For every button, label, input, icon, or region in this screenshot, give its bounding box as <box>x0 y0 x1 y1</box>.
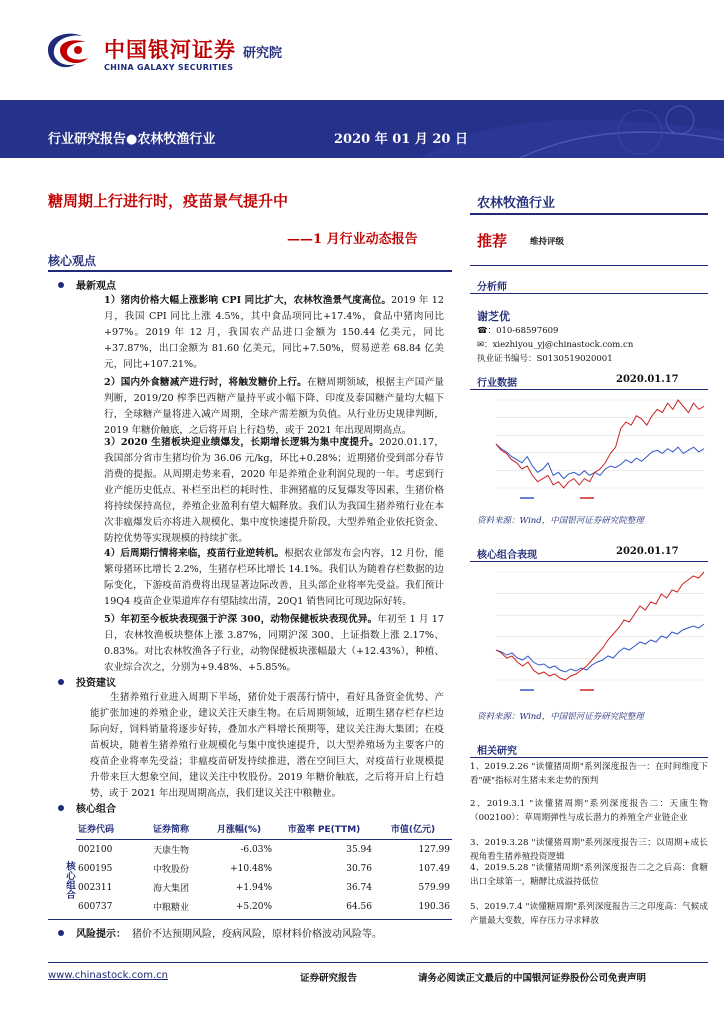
core-view-heading: 核心观点 <box>48 254 97 268</box>
core-perf-date: 2020.01.17 <box>616 546 679 557</box>
report-date: 2020 年 01 月 20 日 <box>334 132 468 147</box>
point-5-title: 5）年初至今板块表现强于沪深 300，动物保健板块表现优异。 <box>104 614 378 625</box>
cell-name: 中粮糖业 <box>152 903 189 913</box>
cell-cap: 579.99 <box>418 882 450 893</box>
point-4 <box>104 546 444 610</box>
cell-name: 海大集团 <box>152 884 189 894</box>
industry-data-date: 2020.01.17 <box>616 374 679 385</box>
related-item[interactable]: 5、2019.7.4 "读懂糖周期"系列深度报告三之印度高：气候成产量最大变数，库存压力寻求释放 <box>470 902 708 926</box>
table-row <box>76 859 452 878</box>
cell-code: 600737 <box>78 901 113 912</box>
cell-pe: 36.74 <box>346 882 372 893</box>
related-item[interactable]: 3、2019.3.28 "读懂猪周期"系列深度报告三：以周期+成长视角看生猪养殖投资逻辑 <box>470 838 708 862</box>
bullet-dot-icon <box>58 679 64 685</box>
side-rule <box>470 293 708 294</box>
col-pe: 市盈率 PE(TTM) <box>274 818 374 840</box>
footer-disclaimer: 请务必阅读正文最后的中国银河证券股份公司免责声明 <box>418 973 647 984</box>
analyst-name: 谢芝优 <box>477 310 510 323</box>
point-3 <box>104 435 444 547</box>
table-row <box>76 878 452 897</box>
cell-change: +10.48% <box>230 863 272 874</box>
brand-name-cn: 中国银河证券 <box>104 38 236 62</box>
chart-series-line-0 <box>496 444 704 479</box>
footer-url-link[interactable]: www.chinastock.com.cn <box>48 970 168 981</box>
cell-code: 600195 <box>78 863 113 874</box>
point-3-body: 2020.01.17，我国部分省市生猪均价为 36.06 元/kg，环比+0.28%；近期猪价受到部分春节消费的提振。从周期走势来看，2020 年是养殖企业利润兑现的一年。考虑到行业产能历史低点、补栏至出栏的耗时性、非洲猪瘟的反复爆发等因素，生猪价格将持续保持高位，养殖企业盈利有望大幅释放。我们认为我国生猪养殖行业在本次非瘟爆发后亦将进入规模化、集中度快速提升阶段，大型养殖企业依托资金、防控优势等实现规模的持续扩张。 <box>104 437 444 544</box>
analyst-license: 执业证书编号：S0130519020001 <box>477 354 613 364</box>
brand-department: 研究院 <box>243 46 283 61</box>
cell-change: -6.03% <box>240 844 272 855</box>
industry-data-heading: 行业数据 <box>477 378 517 389</box>
point-2-body: 在糖周期领域，根据主产国产量判断，2019/20 榨季巴西糖产量持平或小幅下降、印度及泰国糖产量均大幅下行，全球糖产量将进入减产周期，全球产需差额为负值。从行业历史规律判断，2019 年糖价触底，之后将开启上行趋势，或于 2021 年出现周期高点。 <box>104 377 444 436</box>
table-bottom-rule <box>48 919 452 920</box>
col-market-cap: 市值(亿元) <box>374 818 452 840</box>
risk-body: 猪价不达预期风险，疫病风险，原材料价格波动风险等。 <box>132 929 382 940</box>
side-rule <box>470 757 708 758</box>
cell-cap: 190.36 <box>418 901 450 912</box>
bullet-core-portfolio <box>58 800 116 815</box>
point-4-title: 4）后周期行情将来临，疫苗行业逆转机。 <box>104 548 285 559</box>
cell-change: +5.20% <box>235 901 272 912</box>
rating: 推荐 <box>477 232 508 250</box>
chart-series-line-0 <box>496 624 704 672</box>
report-subtitle: ——1 月行业动态报告 <box>287 232 418 247</box>
col-code: 证券代码 <box>76 818 138 840</box>
analyst-email[interactable]: ✉：xiezhiyou_yj@chinastock.com.cn <box>477 340 634 350</box>
cell-name: 天康生物 <box>152 846 189 856</box>
rating-note: 维持评级 <box>530 237 565 247</box>
point-2-title: 2）国内外食糖减产进行时，将触发糖价上行。 <box>104 377 307 388</box>
point-5-body: 年初至 1 月 17 日，农林牧渔板块整体上涨 3.87%，同期沪深 300、上证指数上涨 2.17%、0.83%。对比农林牧渔各子行业，动物保健板块涨幅最大（+12.43%），种植、农业综合次之，分别为+9.48%、+5.85%。 <box>104 614 444 673</box>
footer-doc-type: 证券研究报告 <box>300 973 358 984</box>
cell-pe: 30.76 <box>346 863 372 874</box>
cell-cap: 107.49 <box>418 863 450 874</box>
industry-data-source: 资料来源：Wind，中国银河证券研究院整理 <box>477 516 644 526</box>
analyst-heading: 分析师 <box>477 282 507 293</box>
point-2 <box>104 375 444 439</box>
point-1-title: 1）猪肉价格大幅上涨影响 CPI 同比扩大，农林牧渔景气度高位。 <box>104 295 392 306</box>
point-1 <box>104 293 444 373</box>
cell-code: 002100 <box>78 844 113 855</box>
table-row <box>76 897 452 916</box>
point-3-title: 3）2020 生猪板块迎业绩爆发，长期增长逻辑为集中度提升。 <box>104 437 380 448</box>
table-header-row <box>76 818 452 840</box>
cell-pe: 64.56 <box>346 901 372 912</box>
footer-rule <box>48 962 708 963</box>
core-perf-source: 资料来源：Wind，中国银河证券研究院整理 <box>477 712 644 722</box>
cell-name: 中牧股份 <box>152 865 189 875</box>
table-side-label: 核心组合 <box>64 861 75 899</box>
industry-data-chart <box>490 394 708 504</box>
related-item[interactable]: 1、2019.2.26 "读懂猪周期"系列深度报告一：在时间维度下看"硬"指标对生猪未来走势的预判 <box>470 762 708 786</box>
col-name: 证券简称 <box>138 818 204 840</box>
side-rule <box>470 389 708 390</box>
point-5 <box>104 612 444 676</box>
report-title: 糖周期上行进行时，疫苗景气提升中 <box>48 192 289 210</box>
brand-name-en: CHINA GALAXY SECURITIES <box>104 63 234 72</box>
related-heading: 相关研究 <box>477 746 517 757</box>
core-view-rule <box>48 270 452 272</box>
bullet-dot-icon <box>58 930 64 936</box>
bullet-latest-view <box>58 277 116 292</box>
bullet-invest <box>58 674 116 689</box>
side-rule <box>470 213 708 215</box>
galaxy-logo-icon <box>42 28 94 72</box>
side-rule <box>470 265 708 266</box>
cell-code: 002311 <box>78 882 113 893</box>
risk-label: 风险提示： <box>76 929 126 940</box>
bullet-label: 投资建议 <box>76 678 116 689</box>
cell-change: +1.94% <box>235 882 272 893</box>
bullet-label: 核心组合 <box>76 804 116 815</box>
point-1-body: 2019 年 12 月，我国 CPI 同比上涨 4.5%，其中食品项同比+17.4%，食品中猪肉同比+97%。2019 年 12 月，我国农产品进口金额为 150.44 亿美元，同比+37.87%，出口金额为 81.60 亿美元，同比+7.50%，贸易逆差 68.84 亿美元，同比+107.21%。 <box>104 295 444 370</box>
cell-pe: 35.94 <box>346 844 372 855</box>
cell-cap: 127.99 <box>418 844 450 855</box>
bullet-dot-icon <box>58 282 64 288</box>
risk-note <box>58 925 382 940</box>
side-sector: 农林牧渔行业 <box>477 196 556 211</box>
invest-body: 生猪养殖行业进入周期下半场，猪价处于震荡行情中，看好具备资金优势、产能扩张加速的养殖企业，建议关注天康生物。在后周期领域，近期生猪存栏存栏边际向好，饲料销量将逐步好转，叠加水产料增长预期等，建议关注海大集团；在疫苗板块，随着生猪养殖行业规模化与集中度快速提升，以大型养殖场为主要客户的疫苗企业将率先受益；非瘟疫苗研发持续推进，潜在空间巨大，对疫苗行业规模提升带来巨大想象空间，建议关注中牧股份。2019 年糖价触底，之后将开启上行趋势，或于 2021 年出现周期高点，我们建议关注中粮糖业。 <box>90 692 444 799</box>
report-category: 行业研究报告●农林牧渔行业 <box>48 132 216 147</box>
bullet-dot-icon <box>58 805 64 811</box>
point-4-body: 根据农业部发布会内容，12 月份，能繁母猪环比增长 2.2%，生猪存栏环比增长 14.1%。我们认为随着存栏数据的边际变化，下游疫苗消费将出现显著边际改善，且头部企业将率先受益。我们预计 19Q4 疫苗企业渠道库存有望陆续出清，20Q1 销售同比可现边际好转。 <box>104 548 444 607</box>
bullet-label: 最新观点 <box>76 281 116 292</box>
core-perf-chart <box>490 566 708 696</box>
analyst-phone: ☎：010-68597609 <box>477 326 559 336</box>
core-perf-heading: 核心组合表现 <box>477 550 537 561</box>
chart-series-line-1 <box>496 572 704 680</box>
table-row <box>76 840 452 860</box>
related-item[interactable]: 4、2019.5.28 "读懂猪周期"系列深度报告二之之后高：食糖出口全球第一，糖酵比成溢持低位 <box>470 863 708 887</box>
col-monthly-change: 月涨幅(%) <box>204 818 274 840</box>
side-rule <box>470 561 708 562</box>
core-portfolio-table <box>76 818 452 916</box>
related-item[interactable]: 2、2019.3.1 "读懂猪周期"系列深度报告二：天康生物（002100）：草周期弹性与成长潜力的养殖全产业链企业 <box>470 799 708 823</box>
